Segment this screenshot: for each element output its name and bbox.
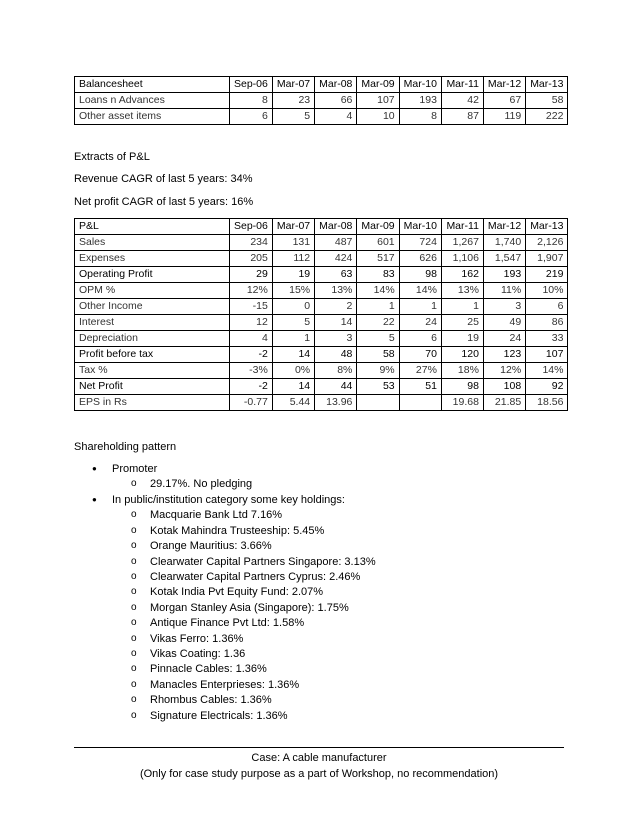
- pl_table-row: [75, 315, 568, 331]
- pl_table-cell: 86: [526, 315, 568, 331]
- pl_table-cell: 131: [272, 235, 314, 251]
- pl_table-cell: 51: [399, 379, 441, 395]
- pl_table-row-label: EPS in Rs: [75, 395, 230, 411]
- shareholding-sublist: [112, 477, 376, 492]
- pl_table-cell: 107: [526, 347, 568, 363]
- balancesheet-cell: 8: [399, 109, 441, 125]
- pl_table-cell: 14%: [526, 363, 568, 379]
- pl_table-cell: 8%: [315, 363, 357, 379]
- pl_table-cell: 5: [272, 315, 314, 331]
- pl_table-cell: 193: [483, 267, 525, 283]
- balancesheet-header-cell: Mar-11: [441, 77, 483, 93]
- pl_table-cell: 5.44: [272, 395, 314, 411]
- pl_table-cell: 14: [272, 379, 314, 395]
- balancesheet-row-label: Other asset items: [75, 109, 230, 125]
- shareholding-item: o Vikas Ferro: 1.36%: [112, 632, 376, 647]
- pl_table-cell: 120: [441, 347, 483, 363]
- footer-divider: [74, 747, 564, 748]
- pl_table-cell: 44: [315, 379, 357, 395]
- pl_table-cell: 1,106: [441, 251, 483, 267]
- pl_table-row-label: Operating Profit: [75, 267, 230, 283]
- pl_table-row-label: Other Income: [75, 299, 230, 315]
- pl_table-cell: 205: [230, 251, 273, 267]
- pl_table-row: [75, 299, 568, 315]
- balancesheet-header-cell: Mar-08: [315, 77, 357, 93]
- pl_table-cell: [357, 395, 399, 411]
- pl_table-row-label: Net Profit: [75, 379, 230, 395]
- pl_table-row-label: OPM %: [75, 283, 230, 299]
- footer-case-title: Case: A cable manufacturer: [251, 752, 387, 764]
- pl_table-header-cell: P&L: [75, 219, 230, 235]
- pl_table-cell: 5: [357, 331, 399, 347]
- pl_table-cell: 48: [315, 347, 357, 363]
- pl_table-cell: -3%: [230, 363, 273, 379]
- pl_table-cell: 12%: [230, 283, 273, 299]
- pl_table-cell: 626: [399, 251, 441, 267]
- pl_table-header-cell: Sep-06: [230, 219, 273, 235]
- pl_table-cell: -2: [230, 379, 273, 395]
- pl_table-cell: 1,267: [441, 235, 483, 251]
- shareholding-group-label: Promoter: [112, 463, 158, 475]
- pl_table-cell: 234: [230, 235, 273, 251]
- shareholding-item: o Signature Electricals: 1.36%: [112, 709, 376, 724]
- pl_table-cell: 12: [230, 315, 273, 331]
- shareholding-item: o Manacles Enterprieses: 1.36%: [112, 678, 376, 693]
- shareholding-item: o Clearwater Capital Partners Cyprus: 2.46%: [112, 570, 376, 585]
- balancesheet-cell: 87: [441, 109, 483, 125]
- pl_table-cell: 0: [272, 299, 314, 315]
- balancesheet-cell: 119: [483, 109, 525, 125]
- balancesheet-cell: 107: [357, 93, 399, 109]
- shareholding-item: o Antique Finance Pvt Ltd: 1.58%: [112, 616, 376, 631]
- pl_table-cell: 2: [315, 299, 357, 315]
- pl_table-cell: 2,126: [526, 235, 568, 251]
- balancesheet-cell: 66: [315, 93, 357, 109]
- footer-disclaimer: (Only for case study purpose as a part of Workshop, no recommendation): [139, 768, 499, 780]
- balancesheet-header-row: [75, 77, 568, 93]
- pl_table-cell: 18.56: [526, 395, 568, 411]
- pl_table-cell: 92: [526, 379, 568, 395]
- pl_table-row: [75, 251, 568, 267]
- pl_table-cell: 6: [526, 299, 568, 315]
- pl_table-header-cell: Mar-13: [526, 219, 568, 235]
- shareholding-item: o Kotak India Pvt Equity Fund: 2.07%: [112, 585, 376, 600]
- shareholding-item: o Kotak Mahindra Trusteeship: 5.45%: [112, 524, 376, 539]
- pl_table-cell: 49: [483, 315, 525, 331]
- balancesheet-cell: 4: [315, 109, 357, 125]
- pl_table-cell: 14%: [399, 283, 441, 299]
- pl_table-header-cell: Mar-12: [483, 219, 525, 235]
- balancesheet-header-cell: Mar-13: [526, 77, 568, 93]
- pl_table-cell: 13.96: [315, 395, 357, 411]
- pl_table-header-cell: Mar-11: [441, 219, 483, 235]
- pl_table-cell: 1: [399, 299, 441, 315]
- net-profit-cagr-text: Net profit CAGR of last 5 years: 16%: [74, 196, 254, 208]
- balancesheet-cell: 5: [272, 109, 314, 125]
- pl_table-cell: 424: [315, 251, 357, 267]
- pl_table-cell: 6: [399, 331, 441, 347]
- shareholding-group-label: In public/institution category some key holdings:: [112, 494, 345, 507]
- shareholding-list: [92, 461, 376, 724]
- pl_table-row: [75, 395, 568, 411]
- balancesheet-cell: 23: [272, 93, 314, 109]
- balancesheet-header-cell: Mar-07: [272, 77, 314, 93]
- pl_table-cell: 24: [483, 331, 525, 347]
- balancesheet-cell: 8: [230, 93, 273, 109]
- pl_table-cell: 1,547: [483, 251, 525, 267]
- pl_table-row: [75, 267, 568, 283]
- pl_table-cell: [399, 395, 441, 411]
- balancesheet-cell: 42: [441, 93, 483, 109]
- pl_table-cell: 14: [315, 315, 357, 331]
- pl_table-cell: 1,740: [483, 235, 525, 251]
- balancesheet-cell: 67: [483, 93, 525, 109]
- balancesheet-cell: 222: [526, 109, 568, 125]
- pl_table-cell: 4: [230, 331, 273, 347]
- shareholding-item: o Pinnacle Cables: 1.36%: [112, 662, 376, 677]
- pl_table-cell: 58: [357, 347, 399, 363]
- pl_table-row: [75, 235, 568, 251]
- shareholding-group: [92, 461, 376, 492]
- pl_table-row: [75, 363, 568, 379]
- pl_table-cell: 83: [357, 267, 399, 283]
- pl_table-cell: 15%: [272, 283, 314, 299]
- pl_table-cell: 601: [357, 235, 399, 251]
- pl_table-cell: 517: [357, 251, 399, 267]
- pl_table-row: [75, 379, 568, 395]
- pl_table-header-cell: Mar-10: [399, 219, 441, 235]
- balancesheet-header-cell: Mar-12: [483, 77, 525, 93]
- pl_table-row-label: Expenses: [75, 251, 230, 267]
- pl_table-cell: 25: [441, 315, 483, 331]
- pl_table-cell: 1,907: [526, 251, 568, 267]
- pl_table-cell: 19.68: [441, 395, 483, 411]
- balancesheet-header-cell: Mar-10: [399, 77, 441, 93]
- pl_table-row-label: Profit before tax: [75, 347, 230, 363]
- shareholding-sublist: [112, 508, 376, 724]
- pl_table-cell: 0%: [272, 363, 314, 379]
- pl_table-cell: 70: [399, 347, 441, 363]
- pl_table-cell: 63: [315, 267, 357, 283]
- pl_table-cell: 14%: [357, 283, 399, 299]
- pl-extracts-title: Extracts of P&L: [74, 151, 150, 163]
- pl_table-cell: 112: [272, 251, 314, 267]
- pl_table-cell: 14: [272, 347, 314, 363]
- pl_table-cell: 13%: [315, 283, 357, 299]
- pl_table-cell: 11%: [483, 283, 525, 299]
- balancesheet-cell: 10: [357, 109, 399, 125]
- pl_table-header-row: [75, 219, 568, 235]
- pl_table-cell: 487: [315, 235, 357, 251]
- balancesheet-table: [74, 76, 568, 125]
- pl_table-cell: 19: [272, 267, 314, 283]
- pl_table-row-label: Sales: [75, 235, 230, 251]
- pl_table-cell: 1: [272, 331, 314, 347]
- pl_table-cell: 10%: [526, 283, 568, 299]
- pl_table-cell: 29: [230, 267, 273, 283]
- shareholding-item: o Morgan Stanley Asia (Singapore): 1.75%: [112, 601, 376, 616]
- pl_table-header-cell: Mar-09: [357, 219, 399, 235]
- pl_table-cell: -15: [230, 299, 273, 315]
- shareholding-item: o Macquarie Bank Ltd 7.16%: [112, 508, 376, 523]
- pl_table-cell: 219: [526, 267, 568, 283]
- pl_table-cell: 24: [399, 315, 441, 331]
- pl_table-cell: 162: [441, 267, 483, 283]
- pl_table-cell: 18%: [441, 363, 483, 379]
- pl_table-cell: 3: [315, 331, 357, 347]
- pl_table-cell: 53: [357, 379, 399, 395]
- balancesheet-header-cell: Sep-06: [230, 77, 273, 93]
- shareholding-item: o Rhombus Cables: 1.36%: [112, 693, 376, 708]
- pl_table-header-cell: Mar-08: [315, 219, 357, 235]
- pl_table-row: [75, 347, 568, 363]
- shareholding-item: o Clearwater Capital Partners Singapore: 3.13%: [112, 555, 376, 570]
- balancesheet-row: [75, 109, 568, 125]
- pl_table-cell: 9%: [357, 363, 399, 379]
- pl_table-cell: 22: [357, 315, 399, 331]
- pl_table-cell: 19: [441, 331, 483, 347]
- pl_table-cell: 12%: [483, 363, 525, 379]
- pl_table-cell: 27%: [399, 363, 441, 379]
- balancesheet-header-cell: Balancesheet: [75, 77, 230, 93]
- pl_table-cell: 123: [483, 347, 525, 363]
- balancesheet-cell: 58: [526, 93, 568, 109]
- pl_table-row-label: Depreciation: [75, 331, 230, 347]
- balancesheet-row: [75, 93, 568, 109]
- shareholding-title: Shareholding pattern: [74, 441, 177, 453]
- pl_table-cell: 3: [483, 299, 525, 315]
- revenue-cagr-text: Revenue CAGR of last 5 years: 34%: [74, 173, 253, 185]
- shareholding-item: o Vikas Coating: 1.36: [112, 647, 376, 662]
- shareholding-item: o Orange Mauritius: 3.66%: [112, 539, 376, 554]
- balancesheet-cell: 193: [399, 93, 441, 109]
- pl_table-row: [75, 331, 568, 347]
- pl-table: [74, 218, 568, 411]
- pl_table-cell: 724: [399, 235, 441, 251]
- pl_table-cell: 13%: [441, 283, 483, 299]
- balancesheet-cell: 6: [230, 109, 273, 125]
- pl_table-header-cell: Mar-07: [272, 219, 314, 235]
- pl_table-cell: -2: [230, 347, 273, 363]
- balancesheet-row-label: Loans n Advances: [75, 93, 230, 109]
- pl_table-row: [75, 283, 568, 299]
- pl_table-cell: 108: [483, 379, 525, 395]
- pl_table-cell: 1: [441, 299, 483, 315]
- pl_table-cell: 98: [441, 379, 483, 395]
- pl_table-cell: -0.77: [230, 395, 273, 411]
- shareholding-item: o 29.17%. No pledging: [112, 477, 376, 492]
- pl_table-cell: 33: [526, 331, 568, 347]
- shareholding-group: [92, 492, 376, 724]
- pl_table-row-label: Tax %: [75, 363, 230, 379]
- pl_table-row-label: Interest: [75, 315, 230, 331]
- pl_table-cell: 1: [357, 299, 399, 315]
- balancesheet-header-cell: Mar-09: [357, 77, 399, 93]
- pl_table-cell: 98: [399, 267, 441, 283]
- pl_table-cell: 21.85: [483, 395, 525, 411]
